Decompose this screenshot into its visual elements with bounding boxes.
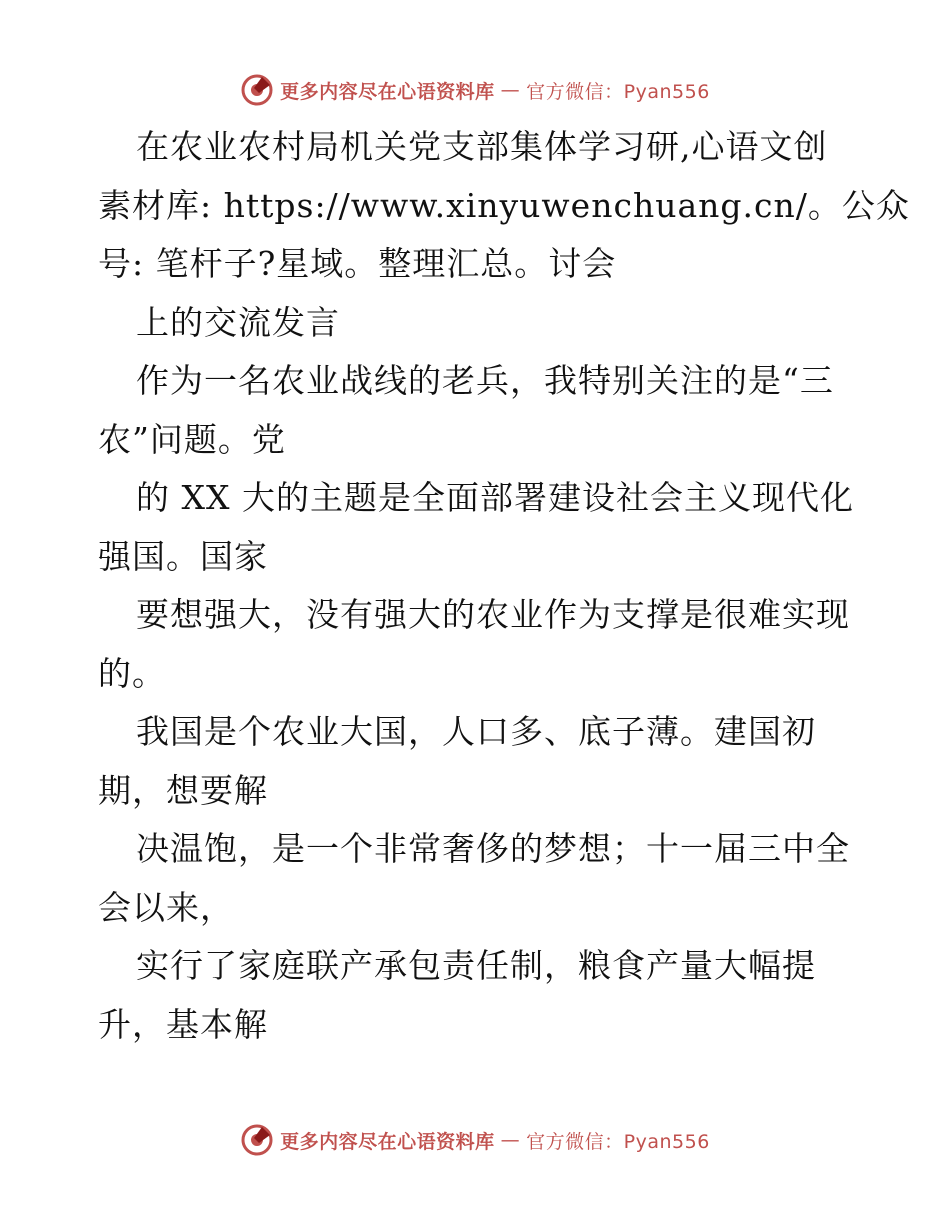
body-line: 的 XX 大的主题是全面部署建设社会主义现代化	[136, 478, 854, 517]
body-line: 上的交流发言	[136, 302, 340, 342]
brush-logo-icon	[240, 73, 274, 107]
header-banner	[0, 70, 950, 110]
document-body	[98, 118, 910, 1054]
body-line: 实行了家庭联产承包责任制，粮食产量大幅提	[136, 946, 816, 985]
body-line: 农”问题。党	[98, 419, 286, 459]
body-line: 会以来，	[98, 887, 234, 927]
footer-wechat-text: 官方微信：Pyan556	[526, 1130, 710, 1153]
body-line: 我国是个农业大国，人口多、底子薄。建国初	[136, 712, 816, 751]
body-line: 的。	[98, 653, 166, 693]
footer-banner	[0, 1120, 950, 1160]
body-line: 作为一名农业战线的老兵，我特别关注的是“三	[136, 361, 834, 400]
body-line: 在农业农村局机关党支部集体学习研,心语文创	[136, 127, 828, 166]
header-wechat-text: 官方微信：Pyan556	[526, 80, 710, 103]
body-line: 要想强大，没有强大的农业作为支撑是很难实现	[136, 595, 850, 634]
body-line: 号: 笔杆子?星域。整理汇总。讨会	[98, 244, 617, 283]
footer-site-text: 更多内容尽在心语资料库	[280, 1130, 495, 1153]
body-line: 素材库: https://www.xinyuwenchuang.cn/。公众	[98, 185, 910, 225]
body-line: 决温饱，是一个非常奢侈的梦想；十一届三中全	[136, 829, 850, 868]
body-line: 升，基本解	[98, 1004, 268, 1044]
footer-separator: —	[500, 1129, 521, 1151]
brush-logo-icon	[240, 1123, 274, 1157]
body-line: 强国。国家	[98, 536, 268, 576]
header-site-text: 更多内容尽在心语资料库	[280, 80, 495, 103]
body-line: 期，想要解	[98, 770, 268, 810]
header-separator: —	[500, 79, 521, 101]
